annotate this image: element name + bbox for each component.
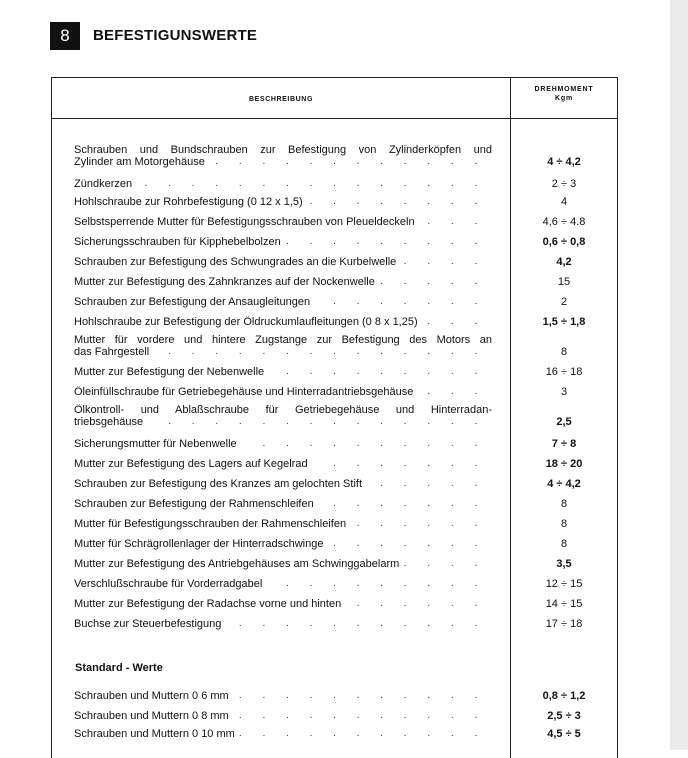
torque-row	[74, 498, 492, 510]
torque-torque-value: 15	[557, 276, 571, 288]
torque-table	[51, 77, 618, 758]
torque-row-text: Selbstsperrende Mutter für Befestigungsschrauben von Pleueldeckeln	[74, 216, 419, 228]
torque-row-line	[74, 558, 492, 570]
torque-row-text: Schrauben zur Befestigung des Schwungrades an die Kurbelwelle	[74, 256, 400, 268]
torque-row	[74, 458, 492, 470]
torque-torque-value: 3,5	[556, 558, 572, 570]
torque-row	[74, 236, 492, 248]
torque-row-text: Mutter zur Befestigung des Antriebgehäuses am Schwinggabelarm	[74, 558, 403, 570]
leader-dots	[74, 178, 492, 190]
torque-row-text: Schrauben zur Befestigung des Kranzes am gelochten Stift	[74, 478, 366, 490]
torque-torque-value: 18 ÷ 20	[545, 458, 583, 470]
torque-torque-value: 4,2	[556, 256, 572, 268]
torque-row	[74, 366, 492, 378]
torque-torque-value: 12 ÷ 15	[545, 578, 583, 590]
page-edge	[670, 0, 688, 750]
standard-row	[74, 690, 492, 702]
torque-row-text: Mutter zur Befestigung der Radachse vorne und hinten	[74, 598, 345, 610]
torque-row	[74, 618, 492, 630]
standard-row-text: Schrauben und Muttern 0 6 mm	[74, 690, 233, 702]
column-header-description: BESCHREIBUNG	[249, 96, 313, 103]
torque-row-text: Zündkerzen	[74, 178, 136, 190]
standard-values-heading: Standard - Werte	[75, 662, 163, 674]
torque-row-text: Sicherungsmutter für Nebenwelle	[74, 438, 241, 450]
torque-row	[74, 386, 492, 398]
torque-row-text: Mutter für Befestigungsschrauben der Rahmenschleifen	[74, 518, 350, 530]
torque-torque-value: 7 ÷ 8	[551, 438, 577, 450]
torque-row-text: Zylinder am Motorgehäuse	[74, 156, 209, 168]
torque-row-line	[74, 578, 492, 590]
torque-row-line	[74, 598, 492, 610]
torque-row-text: Mutter für Schrägrollenlager der Hinterradschwinge	[74, 538, 327, 550]
torque-torque-value: 1,5 ÷ 1,8	[542, 316, 586, 328]
torque-row-text: Schrauben zur Befestigung der Ansaugleitungen	[74, 296, 314, 308]
torque-row-line	[74, 334, 492, 346]
torque-row-line	[74, 256, 492, 268]
torque-row-text: Öleinfüllschraube für Getriebegehäuse und Hinterradantriebsgehäuse	[74, 386, 417, 398]
torque-row-text: triebsgehäuse	[74, 416, 147, 428]
torque-row-text: Mutter zur Befestigung des Zahnkranzes auf der Nockenwelle	[74, 276, 379, 288]
standard-torque-value: 2,5 ÷ 3	[547, 710, 581, 722]
torque-row	[74, 216, 492, 228]
torque-row-line	[74, 386, 492, 398]
torque-row-line	[74, 498, 492, 510]
torque-row	[74, 196, 492, 208]
standard-row-line	[74, 710, 492, 722]
torque-torque-value: 8	[560, 538, 568, 550]
standard-row	[74, 728, 492, 740]
torque-row-line	[74, 316, 492, 328]
torque-row-line	[74, 178, 492, 190]
torque-torque-value: 4 ÷ 4,2	[547, 478, 581, 490]
standard-torque-value: 4,5 ÷ 5	[547, 728, 581, 740]
torque-row-text: Mutter zur Befestigung des Lagers auf Kegelrad	[74, 458, 312, 470]
torque-row	[74, 404, 492, 428]
standard-row	[74, 710, 492, 722]
torque-row-line	[74, 518, 492, 530]
header-divider	[52, 118, 617, 119]
torque-row-text: Hohlschraube zur Rohrbefestigung (0 12 x 1,5)	[74, 196, 307, 208]
torque-row-line	[74, 216, 492, 228]
column-header-torque-unit: Kgm	[555, 95, 573, 102]
torque-torque-value: 17 ÷ 18	[545, 618, 583, 630]
torque-row-text: Verschlußschraube für Vorderradgabel	[74, 578, 266, 590]
torque-torque-value: 14 ÷ 15	[545, 598, 583, 610]
torque-row-text: Buchse zur Steuerbefestigung	[74, 618, 225, 630]
torque-row	[74, 334, 492, 358]
torque-row-text: Schrauben zur Befestigung der Rahmenschleifen	[74, 498, 318, 510]
torque-torque-value: 4 ÷ 4,2	[547, 156, 581, 168]
torque-torque-value: 4	[560, 196, 568, 208]
torque-torque-value: 2,5	[556, 416, 572, 428]
section-number: 8	[60, 26, 70, 45]
standard-row-line	[74, 690, 492, 702]
torque-row	[74, 256, 492, 268]
torque-torque-value: 4,6 ÷ 4.8	[542, 216, 586, 228]
torque-row	[74, 558, 492, 570]
torque-torque-value: 3	[560, 386, 568, 398]
torque-row-line	[74, 438, 492, 450]
torque-torque-value: 8	[560, 346, 568, 358]
torque-torque-value: 8	[560, 518, 568, 530]
torque-row	[74, 438, 492, 450]
torque-row-line	[74, 156, 492, 168]
torque-row-line	[74, 196, 492, 208]
standard-row-text: Schrauben und Muttern 0 8 mm	[74, 710, 233, 722]
torque-row-line	[74, 416, 492, 428]
standard-row-text: Schrauben und Muttern 0 10 mm	[74, 728, 239, 740]
torque-row	[74, 478, 492, 490]
torque-row-line	[74, 404, 492, 416]
torque-row	[74, 296, 492, 308]
torque-torque-value: 0,6 ÷ 0,8	[542, 236, 586, 248]
torque-row-line	[74, 458, 492, 470]
torque-row	[74, 518, 492, 530]
torque-row	[74, 578, 492, 590]
torque-row-line	[74, 144, 492, 156]
section-number-badge	[50, 22, 80, 50]
torque-row-text: Sicherungsschrauben für Kipphebelbolzen	[74, 236, 285, 248]
standard-torque-value: 0,8 ÷ 1,2	[542, 690, 586, 702]
torque-row-text: Mutter für vordere und hintere Zugstange zur Befestigung des Motors an	[74, 334, 492, 346]
torque-row	[74, 276, 492, 288]
torque-torque-value: 16 ÷ 18	[545, 366, 583, 378]
column-header-torque	[511, 85, 617, 103]
torque-row-line	[74, 346, 492, 358]
torque-row	[74, 538, 492, 550]
torque-row-text: Mutter zur Befestigung der Nebenwelle	[74, 366, 268, 378]
torque-torque-value: 2	[560, 296, 568, 308]
standard-row-line	[74, 728, 492, 740]
torque-row-line	[74, 618, 492, 630]
torque-row-text: Hohlschraube zur Befestigung der Öldruckumlaufleitungen (0 8 x 1,25)	[74, 316, 422, 328]
torque-torque-value: 2 ÷ 3	[551, 178, 577, 190]
torque-row-text: Schrauben und Bundschrauben zur Befestigung von Zylinderköpfen und	[74, 144, 492, 156]
column-header-torque-label: DREHMOMENT	[534, 86, 594, 93]
torque-row-line	[74, 276, 492, 288]
torque-row-line	[74, 366, 492, 378]
torque-row-line	[74, 478, 492, 490]
torque-row-text: Ölkontroll- und Ablaßschraube für Getriebegehäuse und Hinterradan-	[74, 404, 492, 416]
torque-row-line	[74, 296, 492, 308]
torque-torque-value: 8	[560, 498, 568, 510]
torque-row	[74, 178, 492, 190]
torque-row	[74, 598, 492, 610]
torque-row	[74, 316, 492, 328]
page-title: BEFESTIGUNSWERTE	[93, 27, 258, 44]
torque-row-line	[74, 236, 492, 248]
torque-row-line	[74, 538, 492, 550]
torque-row-text: das Fahrgestell	[74, 346, 153, 358]
torque-row	[74, 144, 492, 168]
